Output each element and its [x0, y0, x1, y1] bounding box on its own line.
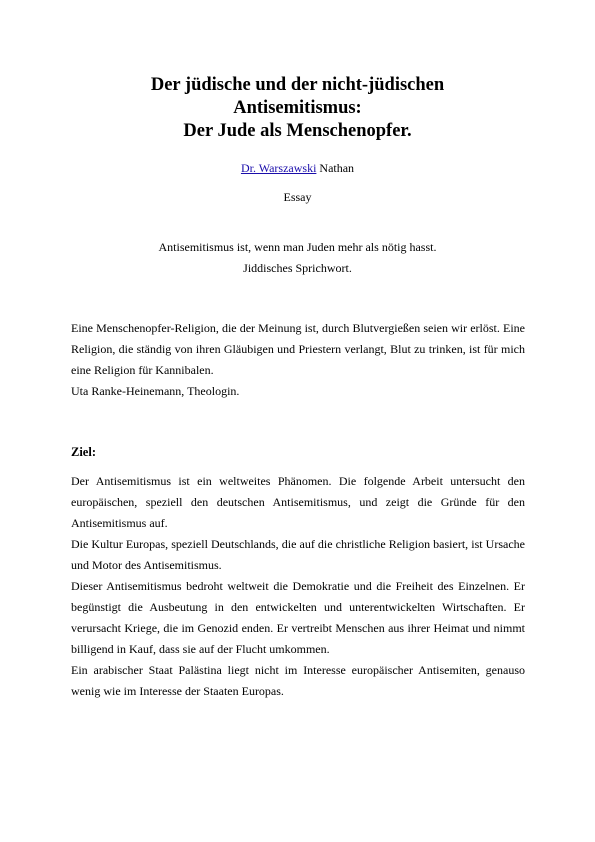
paragraph-line: Antisemitismus auf. [71, 516, 168, 530]
paragraph-line: und Motor des Antisemitismus. [71, 558, 222, 572]
document-title [0, 74, 595, 143]
epigraph-attribution: Uta Ranke-Heinemann, Theologin. [71, 384, 240, 398]
section-heading: Ziel: [71, 445, 96, 459]
author-link[interactable]: Dr. Warszawski [240, 161, 317, 175]
author-name-rest: Nathan [316, 161, 355, 175]
document-type: Essay [283, 190, 312, 204]
paragraph-line: Der Antisemitismus ist ein weltweites Phänomen. Die folgende Arbeit untersucht den [71, 474, 525, 488]
paragraph-line: Religion, die ständig von ihren Gläubigen und Priestern verlangt, Blut zu trinken, ist für mich [71, 342, 525, 356]
quote-block [0, 237, 595, 279]
paragraph-line: eine Religion für Kannibalen. [71, 363, 214, 377]
title-line: Antisemitismus: [233, 98, 362, 118]
paragraph-line: Die Kultur Europas, speziell Deutschlands, die auf die christliche Religion basiert, ist Ursache [71, 537, 525, 551]
paragraph-line: europäischen, speziell den deutschen Antisemitismus, und zeigt die Gründe für den [71, 495, 525, 509]
quote-text: Antisemitismus ist, wenn man Juden mehr als nötig hasst. [158, 240, 437, 254]
quote-source: Jiddisches Sprichwort. [243, 261, 352, 275]
paragraph-line: wenig wie im Interesse der Staaten Europas. [71, 684, 284, 698]
author-line [0, 160, 595, 176]
paragraph-line: Dieser Antisemitismus bedroht weltweit die Demokratie und die Freiheit des Einzelnen. Er [71, 579, 525, 593]
title-line: Der Jude als Menschenopfer. [183, 121, 412, 141]
paragraph-line: begünstigt die Ausbeutung in den entwickelten und unterentwickelten Wirtschaften. Er [71, 600, 525, 614]
title-line: Der jüdische und der nicht-jüdischen [150, 75, 445, 95]
paragraph-line: Ein arabischer Staat Palästina liegt nicht im Interesse europäischer Antisemiten, genauso [71, 663, 525, 677]
paragraph-line: Eine Menschenopfer-Religion, die der Meinung ist, durch Blutvergießen seien wir erlöst. Eine [71, 321, 525, 335]
paragraph-line: billigend in Kauf, dass sie auf der Flucht umkommen. [71, 642, 330, 656]
paragraph-line: verursacht Kriege, die im Genozid enden. Er vertreibt Menschen aus ihrer Heimat und nimmt [71, 621, 525, 635]
body-paragraph [71, 471, 525, 702]
epigraph-paragraph [71, 318, 525, 402]
